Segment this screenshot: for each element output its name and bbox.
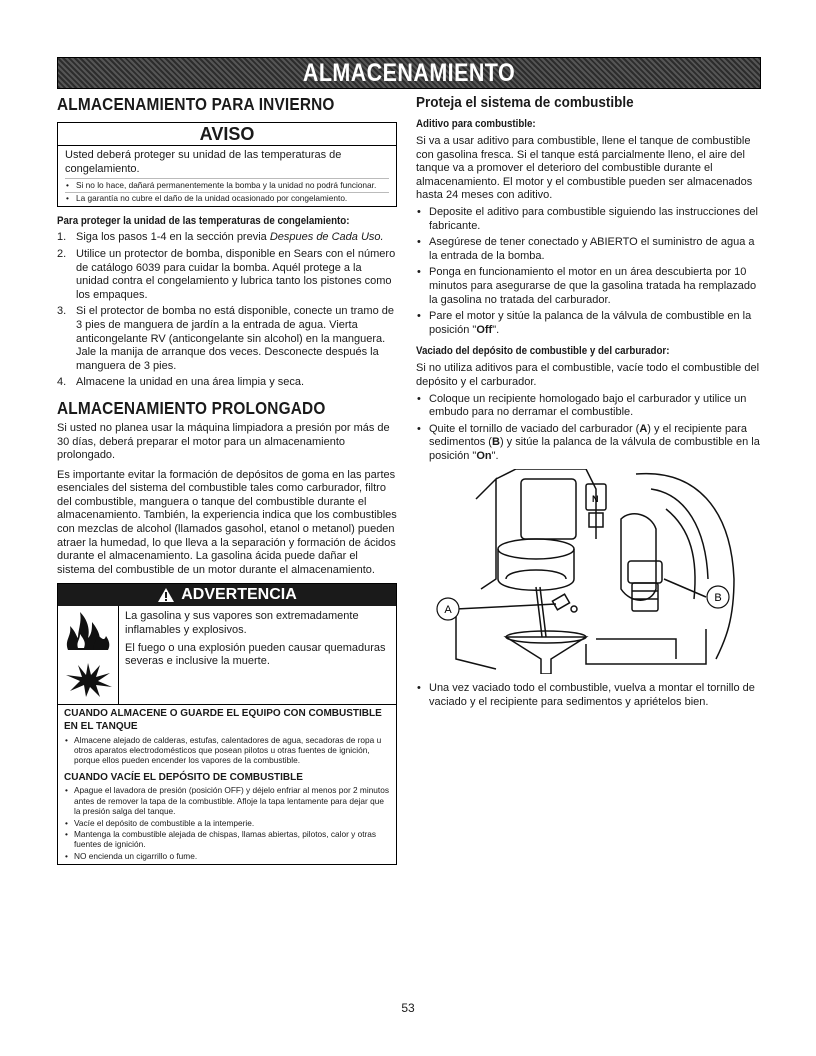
long-storage-paragraph: Es importante evitar la formación de depósitos de goma en las partes esenciales del sistema del combustible tales como carburador, filtro del combustible, manguera o tanque del combustible durante el almacenamiento. También, la experiencia indica que los combustibles con mezclas de alcohol (llamados gasohol, etanol o metanol) pueden atraer la humedad, lo que lleva a la separación y formación de ácidos durante el almacenamiento. La gasolina ácida puede dañar el sistema del combustible de un motor durante el almacenamiento.	[57, 468, 397, 576]
protect-subheading: Para proteger la unidad de las temperaturas de congelamiento:	[57, 215, 350, 228]
section-banner	[57, 57, 761, 89]
warning-list	[58, 785, 396, 864]
left-column	[57, 94, 397, 865]
callout-a: A	[444, 604, 452, 617]
warning-list-item: • Apague el lavadora de presión (posición OFF) y déjelo enfriar al menos por 2 minutos antes de remover la tapa de la combustible. Afloje la tapa lentamente para dejar que la presión salga del tanque.	[64, 785, 390, 816]
valve-marking: N	[592, 494, 599, 505]
additive-item: • Asegúrese de tener conectado y ABIERTO el suministro de agua a la entrada de la bomba.	[416, 236, 761, 263]
winter-storage-heading: ALMACENAMIENTO PARA INVIERNO	[57, 94, 335, 114]
warning-box	[57, 583, 397, 865]
long-storage-paragraph: Si usted no planea usar la máquina limpiadora a presión por más de 30 días, deberá preparar el motor para un almacenamiento prolongado.	[57, 421, 390, 462]
notice-item: • Si no lo hace, dañará permanentemente la bomba y la unidad no podrá funcionar.	[65, 180, 389, 191]
drain-item: • Quite el tornillo de vaciado del carburador (A) y el recipiente para sedimentos (B) y sitúe la palanca de la válvula de combustible en la posición "On".	[416, 423, 761, 464]
notice-item: • La garantía no cubre el daño de la unidad ocasionado por congelamiento.	[65, 192, 389, 204]
fuel-system-heading: Proteja el sistema de combustible	[416, 94, 634, 111]
drain-list	[416, 393, 761, 464]
warning-list-item: • Vacíe el depósito de combustible a la intemperie.	[64, 818, 390, 828]
banner-title: ALMACENAMIENTO	[302, 59, 516, 87]
additive-item: • Pare el motor y sitúe la palanca de la válvula de combustible en la posición "Off".	[416, 310, 761, 337]
long-storage-heading: ALMACENAMIENTO PROLONGADO	[57, 397, 326, 418]
drain-paragraph: Si no utiliza aditivos para el combustible, vacíe todo el combustible del depósito y el carburador.	[416, 362, 760, 388]
final-list	[416, 682, 761, 709]
drain-item: • Coloque un recipiente homologado bajo el carburador y utilice un embudo para no derramar el combustible.	[416, 393, 761, 420]
notice-intro: Usted deberá proteger su unidad de las temperaturas de congelamiento.	[65, 149, 389, 179]
warning-caption: CUANDO ALMACENE O GUARDE EL EQUIPO CON COMBUSTIBLE EN EL TANQUE	[64, 708, 382, 733]
warning-list-item: • NO encienda un cigarrillo o fume.	[64, 851, 390, 861]
warning-triangle-icon	[157, 587, 175, 603]
drain-subheading: Vaciado del depósito de combustible y del carburador:	[416, 345, 670, 358]
additive-item: • Ponga en funcionamiento el motor en un área descubierta por 10 minutos para asegurarse de que la gasolina tratada ha remplazado la gasolina no tratada del carburador.	[416, 266, 761, 307]
warning-text: La gasolina y sus vapores son extremadamente inflamables y explosivos.	[125, 610, 359, 637]
notice-title: AVISO	[58, 123, 396, 146]
final-item: • Una vez vaciado todo el combustible, vuelva a montar el tornillo de vaciado y el recipiente para sedimentos y apriételos bien.	[416, 682, 761, 709]
additive-subheading: Aditivo para combustible:	[416, 118, 536, 130]
step-item: 3. Si el protector de bomba no está disponible, conecte un tramo de 3 pies de manguera de jardín a la entrada de agua. Vierta anticongelante RV (anticongelante sin alcohol) en la manguera. Jale la manija de arranque dos veces. Desconecte después la manguera de 3 pies.	[57, 305, 394, 372]
step-item: 1. Siga los pasos 1-4 en la sección previa Despues de Cada Uso.	[57, 231, 384, 244]
carburetor-drain-illustration	[436, 469, 736, 674]
additive-item: • Deposite el aditivo para combustible siguiendo las instrucciones del fabricante.	[416, 206, 761, 233]
notice-list	[65, 180, 389, 203]
additive-paragraph: Si va a usar aditivo para combustible, llene el tanque de combustible con gasolina fresca. Si el tanque está parcialmente lleno, el aire del tanque va a promover el deterioro del combustible durante el almacenamiento. El motor y el combustible pueden ser almacenados hasta 24 meses con aditivo.	[416, 135, 753, 202]
warning-title: ADVERTENCIA	[181, 586, 297, 604]
warning-caption: CUANDO VACÍE EL DEPÓSITO DE COMBUSTIBLE	[64, 771, 303, 783]
warning-text: El fuego o una explosión pueden causar quemaduras severas e inclusive la muerte.	[125, 641, 386, 668]
right-column	[416, 94, 761, 710]
warning-header	[58, 584, 396, 606]
page-number: 53	[401, 1001, 415, 1015]
warning-list-item: • Almacene alejado de calderas, estufas, calentadores de agua, secadoras de ropa u otros aparatos electrodomésticos que posean pilotos u otras fuentes de ignición, porque ellos pueden encender los vapores de la combustible.	[64, 735, 390, 766]
additive-list	[416, 206, 761, 337]
protect-steps	[57, 231, 397, 390]
explosion-icon	[58, 659, 118, 699]
step-item: 4. Almacene la unidad en una área limpia y seca.	[57, 376, 305, 389]
step-item: 2. Utilice un protector de bomba, disponible en Sears con el número de catálogo 6039 para cuidar la bomba. Aquél protege a la unidad contra el congelamiento y lubrica tanto los pistones como los empaques.	[57, 247, 396, 301]
warning-list-item: • Mantenga la combustible alejada de chispas, llamas abiertas, pilotos, calor y otras fuentes de ignición.	[64, 829, 390, 850]
notice-box	[57, 122, 397, 207]
warning-list	[58, 735, 396, 769]
callout-b: B	[714, 592, 722, 605]
fire-icon	[58, 606, 118, 654]
